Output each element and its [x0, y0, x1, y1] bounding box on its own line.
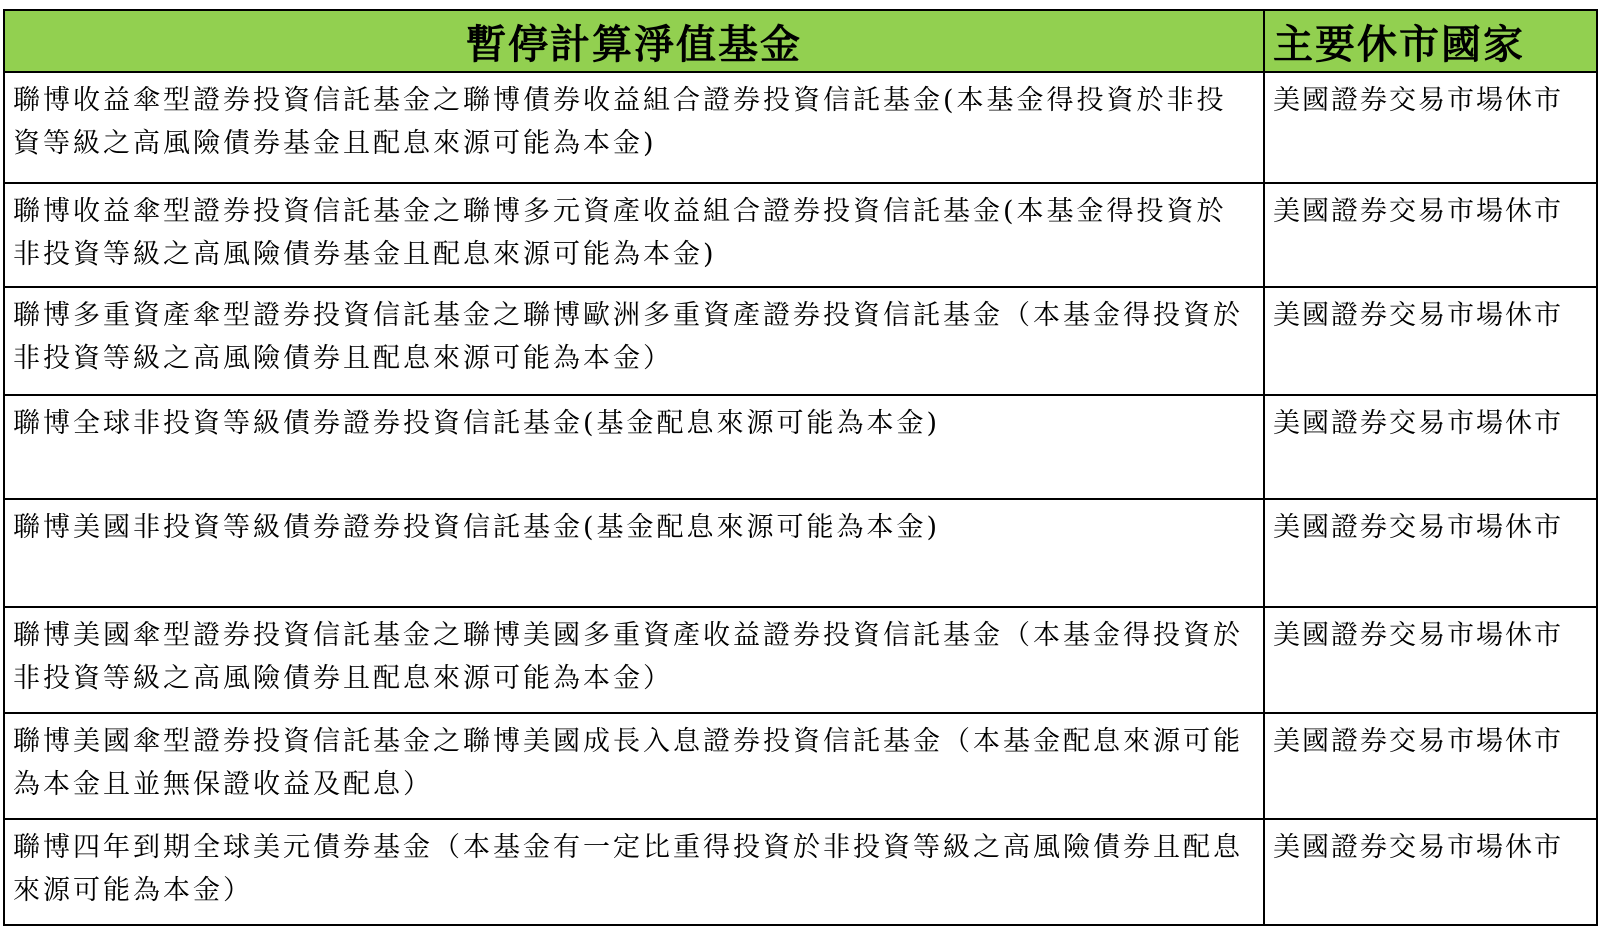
fund-name-cell: 聯博全球非投資等級債券證券投資信託基金(基金配息來源可能為本金) [4, 395, 1264, 499]
fund-name-cell: 聯博美國非投資等級債券證券投資信託基金(基金配息來源可能為本金) [4, 499, 1264, 607]
closed-market-cell: 美國證券交易市場休市 [1264, 607, 1597, 713]
closed-market-cell: 美國證券交易市場休市 [1264, 819, 1597, 925]
table-row [4, 287, 1597, 395]
fund-suspension-table [3, 9, 1598, 926]
table-header-row [4, 10, 1597, 72]
fund-name-cell: 聯博收益傘型證券投資信託基金之聯博多元資產收益組合證券投資信託基金(本基金得投資於非投資等級之高風險債券基金且配息來源可能為本金) [4, 183, 1264, 287]
table-row [4, 819, 1597, 925]
closed-market-cell: 美國證券交易市場休市 [1264, 499, 1597, 607]
fund-name-cell: 聯博四年到期全球美元債券基金（本基金有一定比重得投資於非投資等級之高風險債券且配息來源可能為本金） [4, 819, 1264, 925]
closed-market-cell: 美國證券交易市場休市 [1264, 395, 1597, 499]
table-row [4, 395, 1597, 499]
closed-market-cell: 美國證券交易市場休市 [1264, 183, 1597, 287]
fund-name-cell: 聯博美國傘型證券投資信託基金之聯博美國成長入息證券投資信託基金（本基金配息來源可能為本金且並無保證收益及配息） [4, 713, 1264, 819]
closed-market-cell: 美國證券交易市場休市 [1264, 72, 1597, 183]
closed-market-cell: 美國證券交易市場休市 [1264, 713, 1597, 819]
fund-name-cell: 聯博收益傘型證券投資信託基金之聯博債券收益組合證券投資信託基金(本基金得投資於非投資等級之高風險債券基金且配息來源可能為本金) [4, 72, 1264, 183]
fund-name-cell: 聯博多重資產傘型證券投資信託基金之聯博歐洲多重資產證券投資信託基金（本基金得投資於非投資等級之高風險債券且配息來源可能為本金） [4, 287, 1264, 395]
fund-name-cell: 聯博美國傘型證券投資信託基金之聯博美國多重資產收益證券投資信託基金（本基金得投資於非投資等級之高風險債券且配息來源可能為本金） [4, 607, 1264, 713]
fund-column-header: 暫停計算淨值基金 [4, 10, 1264, 72]
table-row [4, 713, 1597, 819]
country-column-header: 主要休市國家 [1264, 10, 1597, 72]
table-row [4, 607, 1597, 713]
table-row [4, 72, 1597, 183]
table-row [4, 183, 1597, 287]
table-row [4, 499, 1597, 607]
closed-market-cell: 美國證券交易市場休市 [1264, 287, 1597, 395]
